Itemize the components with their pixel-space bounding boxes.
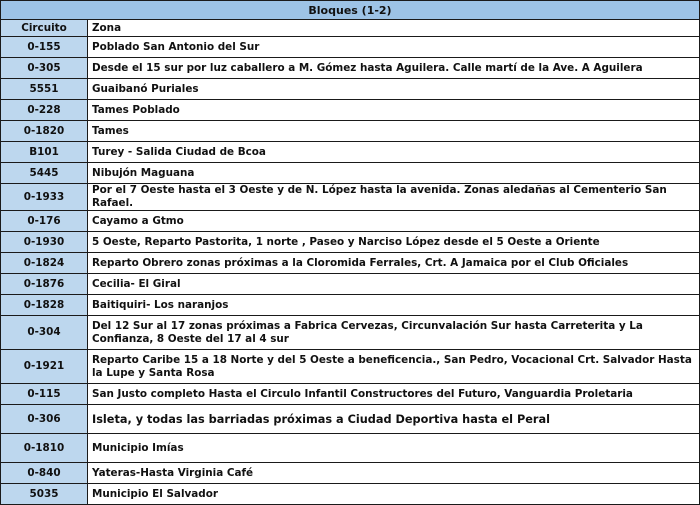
table-row <box>1 58 700 79</box>
table-row <box>1 37 700 58</box>
circuit-code: 0-228 <box>1 100 88 121</box>
header-zona: Zona <box>88 20 700 37</box>
zone-text: Municipio Imías <box>88 434 700 463</box>
zone-text: 5 Oeste, Reparto Pastorita, 1 norte , Paseo y Narciso López desde el 5 Oeste a Oriente <box>88 232 700 253</box>
table-row <box>1 350 700 384</box>
zone-text: Turey - Salida Ciudad de Bcoa <box>88 142 700 163</box>
table-row <box>1 384 700 405</box>
circuit-code: 0-1824 <box>1 253 88 274</box>
zone-text: Tames <box>88 121 700 142</box>
circuit-code: 0-115 <box>1 384 88 405</box>
zone-text: Reparto Caribe 15 a 18 Norte y del 5 Oeste a beneficencia., San Pedro, Vocacional Crt. Salvador Hasta la Lupe y Santa Rosa <box>88 350 700 384</box>
table-row <box>1 405 700 434</box>
zone-text: Por el 7 Oeste hasta el 3 Oeste y de N. López hasta la avenida. Zonas aledañas al Cementerio San Rafael. <box>88 184 700 211</box>
table-row <box>1 484 700 505</box>
circuit-code: 0-1930 <box>1 232 88 253</box>
circuit-code: 5551 <box>1 79 88 100</box>
circuit-code: 0-1810 <box>1 434 88 463</box>
circuit-code: B101 <box>1 142 88 163</box>
table-row <box>1 316 700 350</box>
zone-text: Municipio El Salvador <box>88 484 700 505</box>
zone-text: Nibujón Maguana <box>88 163 700 184</box>
circuit-code: 0-305 <box>1 58 88 79</box>
zone-text: Reparto Obrero zonas próximas a la Cloromida Ferrales, Crt. A Jamaica por el Club Oficiales <box>88 253 700 274</box>
circuit-code: 0-176 <box>1 211 88 232</box>
title-row <box>1 1 700 20</box>
circuit-code: 0-840 <box>1 463 88 484</box>
zone-text: Del 12 Sur al 17 zonas próximas a Fabrica Cervezas, Circunvalación Sur hasta Carreterita y La Confianza, 8 Oeste del 17 al 4 sur <box>88 316 700 350</box>
zone-text: Desde el 15 sur por luz caballero a M. Gómez hasta Aguilera. Calle martí de la Ave. A Aguilera <box>88 58 700 79</box>
table-row <box>1 163 700 184</box>
zone-text: Cayamo a Gtmo <box>88 211 700 232</box>
table-row <box>1 184 700 211</box>
table-row <box>1 232 700 253</box>
zone-text: Isleta, y todas las barriadas próximas a Ciudad Deportiva hasta el Peral <box>88 405 700 434</box>
zone-text: Tames Poblado <box>88 100 700 121</box>
table-row <box>1 463 700 484</box>
circuit-code: 0-1921 <box>1 350 88 384</box>
table-row <box>1 295 700 316</box>
zone-text: San Justo completo Hasta el Circulo Infantil Constructores del Futuro, Vanguardia Proletaria <box>88 384 700 405</box>
circuit-code: 0-155 <box>1 37 88 58</box>
table-title: Bloques (1-2) <box>1 1 700 20</box>
circuit-code: 5035 <box>1 484 88 505</box>
table-row <box>1 121 700 142</box>
circuit-code: 5445 <box>1 163 88 184</box>
circuit-code: 0-304 <box>1 316 88 350</box>
circuit-code: 0-1820 <box>1 121 88 142</box>
circuit-code: 0-1828 <box>1 295 88 316</box>
table-row <box>1 434 700 463</box>
table-row <box>1 100 700 121</box>
circuit-code: 0-306 <box>1 405 88 434</box>
table-row <box>1 253 700 274</box>
circuit-code: 0-1876 <box>1 274 88 295</box>
zone-text: Poblado San Antonio del Sur <box>88 37 700 58</box>
header-row <box>1 20 700 37</box>
zone-text: Cecilia- El Giral <box>88 274 700 295</box>
table-row <box>1 142 700 163</box>
table-row <box>1 79 700 100</box>
header-circuito: Circuito <box>1 20 88 37</box>
zone-text: Baitiquiri- Los naranjos <box>88 295 700 316</box>
circuit-code: 0-1933 <box>1 184 88 211</box>
table-row <box>1 211 700 232</box>
table-row <box>1 274 700 295</box>
zone-text: Yateras-Hasta Virginia Café <box>88 463 700 484</box>
zone-text: Guaibanó Puriales <box>88 79 700 100</box>
